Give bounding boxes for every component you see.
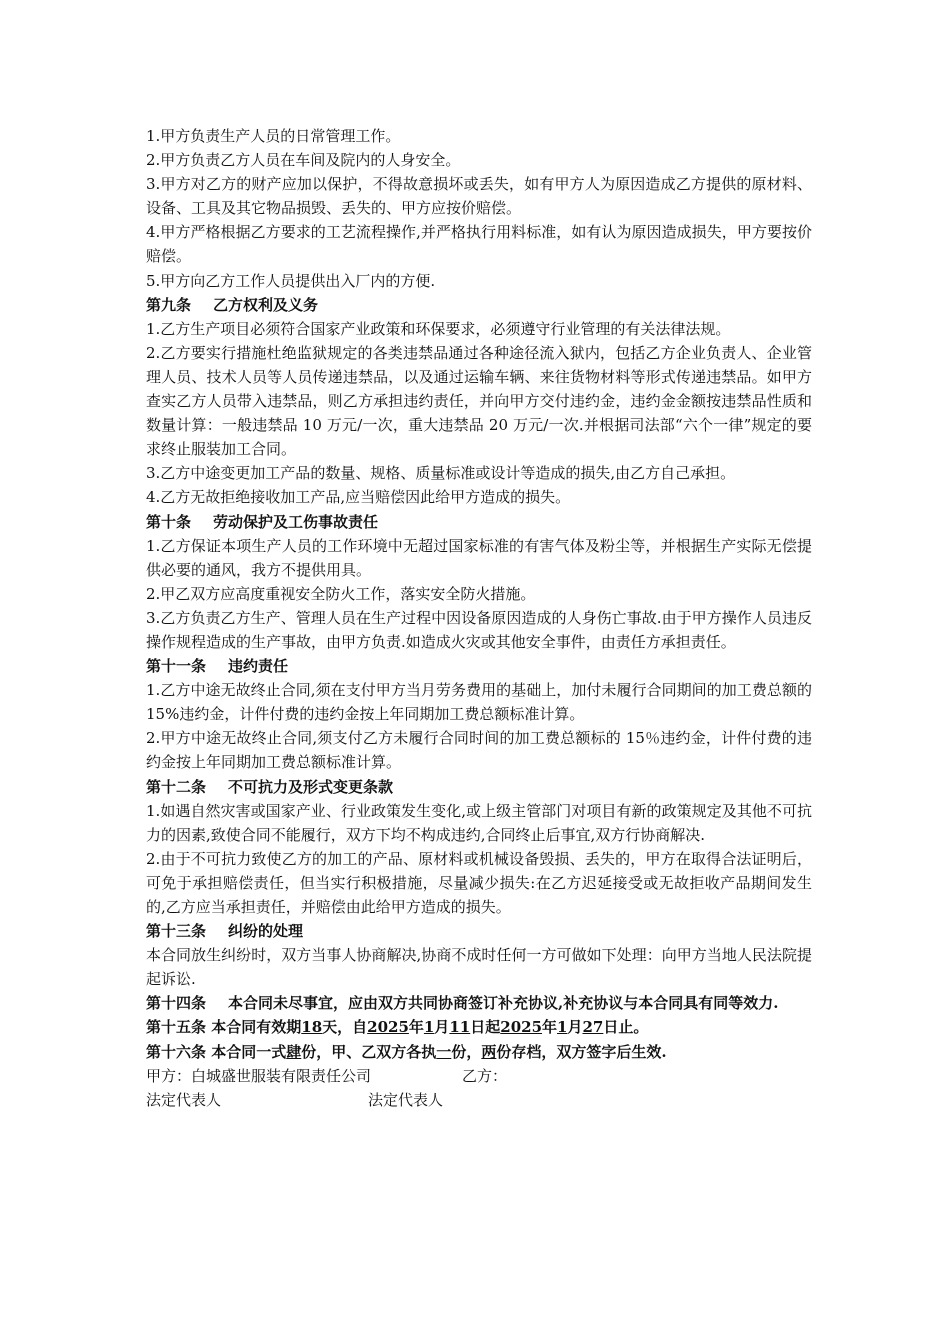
clause-paragraph: 2.甲方负责乙方人员在车间及院内的人身安全。 bbox=[146, 151, 461, 170]
clause-paragraph: 本合同放生纠纷时，双方当事人协商解决,协商不成时任何一方可做如下处理：向甲方当地人民法院提起诉讼. bbox=[146, 946, 812, 989]
article-heading bbox=[146, 991, 812, 1015]
clause-paragraph: 3.甲方对乙方的财产应加以保护，不得故意损坏或丢失，如有甲方人为原因造成乙方提供的原材料、设备、工具及其它物品损毁、丢失的、甲方应按价赔偿。 bbox=[146, 175, 812, 218]
clause-paragraph: 1.甲方负责生产人员的日常管理工作。 bbox=[146, 127, 401, 145]
start-month: 1 bbox=[423, 1018, 435, 1037]
clause-paragraph: 3.乙方负责乙方生产、管理人员在生产过程中因设备原因造成的人身伤亡事故.由于甲方操作人员违反操作规程造成的生产事故，由甲方负责.如造成火灾或其他安全事件，由责任方承担责任。 bbox=[146, 608, 812, 651]
clause-paragraph: 2.由于不可抗力致使乙方的加工的产品、原材料或机械设备毁损、丢失的，甲方在取得合法证明后，可免于承担赔偿责任，但当实行积极措施，尽量减少损失:在乙方迟延接受或无故拒收产品期间发生的,乙方应当承担责任，并赔偿由此给甲方造成的损失。 bbox=[146, 849, 812, 916]
clause-paragraph: 2.乙方要实行措施杜绝监狱规定的各类违禁品通过各种途径流入狱内，包括乙方企业负责人、企业管理人员、技术人员等人员传递违禁品，以及通过运输车辆、来往货物材料等形式传递违禁品。如甲方查实乙方人员带入违禁品，则乙方承担违约责任，并向甲方交付违约金，违约金金额按违禁品性质和数量计算：一般违禁品 10 万元/一次，重大违禁品 20 万元/一次.并根据司法部“六个一律”规定的要求终止服装加工合同。 bbox=[146, 343, 812, 459]
article-heading bbox=[146, 510, 812, 534]
party-b-label: 乙方： bbox=[462, 1066, 508, 1085]
end-year: 2025 bbox=[500, 1018, 543, 1037]
start-day: 11 bbox=[449, 1018, 471, 1037]
total-copies: 肆 bbox=[286, 1042, 302, 1061]
article-title: 乙方权利及义务 bbox=[213, 295, 319, 314]
article-16-number: 第十六条 bbox=[146, 1042, 207, 1061]
article-15-number: 第十五条 bbox=[146, 1018, 207, 1037]
article-title: 纠纷的处理 bbox=[228, 922, 304, 941]
article-title: 本合同未尽事宜，应由双方共同协商签订补充协议,补充协议与本合同具有同等效力. bbox=[228, 994, 779, 1013]
clause-paragraph: 1.乙方保证本项生产人员的工作环境中无超过国家标准的有害气体及粉尘等，并根据生产实际无偿提供必要的通风，我方不提供用具。 bbox=[146, 536, 812, 579]
contract-clauses bbox=[146, 124, 812, 1015]
start-year: 2025 bbox=[367, 1018, 409, 1037]
clause-paragraph: 4.乙方无故拒绝接收加工产品,应当赔偿因此给甲方造成的损失。 bbox=[146, 488, 571, 507]
party-a-representative: 法定代表人 bbox=[146, 1090, 222, 1109]
article-heading bbox=[146, 919, 812, 943]
party-b-representative: 法定代表人 bbox=[368, 1090, 444, 1109]
signature-row-representatives bbox=[146, 1088, 812, 1112]
end-month: 1 bbox=[557, 1018, 568, 1037]
article-heading bbox=[146, 775, 812, 799]
party-a-label: 甲方：白城盛世服装有限责任公司 bbox=[146, 1066, 372, 1085]
end-day: 27 bbox=[582, 1018, 604, 1037]
article-heading bbox=[146, 293, 812, 317]
article-16: 第十六条 本合同一式肆份，甲、乙双方各执一份，两份存档，双方签字后生效. bbox=[146, 1042, 667, 1061]
article-title: 不可抗力及形式变更条款 bbox=[228, 777, 394, 796]
article-title: 违约责任 bbox=[228, 657, 289, 676]
clause-paragraph: 1.如遇自然灾害或国家产业、行业政策发生变化,或上级主管部门对项目有新的政策规定及其他不可抗力的因素,致使合同不能履行，双方下均不构成违约,合同终止后事宜,双方行协商解决. bbox=[146, 801, 812, 844]
clause-paragraph: 2.甲方中途无故终止合同,须支付乙方未履行合同时间的加工费总额标的 15％违约金，计件付费的违约金按上年同期加工费总额标准计算。 bbox=[146, 729, 812, 772]
clause-paragraph: 5.甲方向乙方工作人员提供出入厂内的方便. bbox=[146, 271, 436, 290]
clause-paragraph: 1.乙方中途无故终止合同,须在支付甲方当月劳务费用的基础上，加付未履行合同期间的加工费总额的 15%违约金，计件付费的违约金按上年同期加工费总额标准计算。 bbox=[146, 681, 812, 724]
article-number: 第十二条 bbox=[146, 777, 207, 796]
article-number: 第十条 bbox=[146, 512, 192, 531]
article-title: 劳动保护及工伤事故责任 bbox=[213, 512, 379, 531]
article-number: 第十四条 bbox=[146, 994, 207, 1013]
contract-page bbox=[146, 124, 812, 1112]
article-15: 第十五条 本合同有效期18天，自2025年1月11日起2025年1月27日止。 bbox=[146, 1018, 649, 1037]
clause-paragraph: 2.甲乙双方应高度重视安全防火工作，落实安全防火措施。 bbox=[146, 584, 536, 603]
copies-each: 一 bbox=[436, 1042, 452, 1061]
copies-archived: 两 bbox=[481, 1042, 497, 1061]
validity-days: 18 bbox=[301, 1018, 323, 1037]
clause-paragraph: 1.乙方生产项目必须符合国家产业政策和环保要求，必须遵守行业管理的有关法律法规。 bbox=[146, 319, 731, 338]
clause-paragraph: 3.乙方中途变更加工产品的数量、规格、质量标准或设计等造成的损失,由乙方自己承担。 bbox=[146, 464, 736, 483]
article-number: 第十三条 bbox=[146, 922, 207, 941]
clause-paragraph: 4.甲方严格根据乙方要求的工艺流程操作,并严格执行用料标准，如有认为原因造成损失，甲方要按价赔偿。 bbox=[146, 223, 812, 266]
article-heading bbox=[146, 654, 812, 678]
signature-row-parties bbox=[146, 1064, 812, 1088]
article-number: 第十一条 bbox=[146, 657, 207, 676]
article-number: 第九条 bbox=[146, 295, 192, 314]
